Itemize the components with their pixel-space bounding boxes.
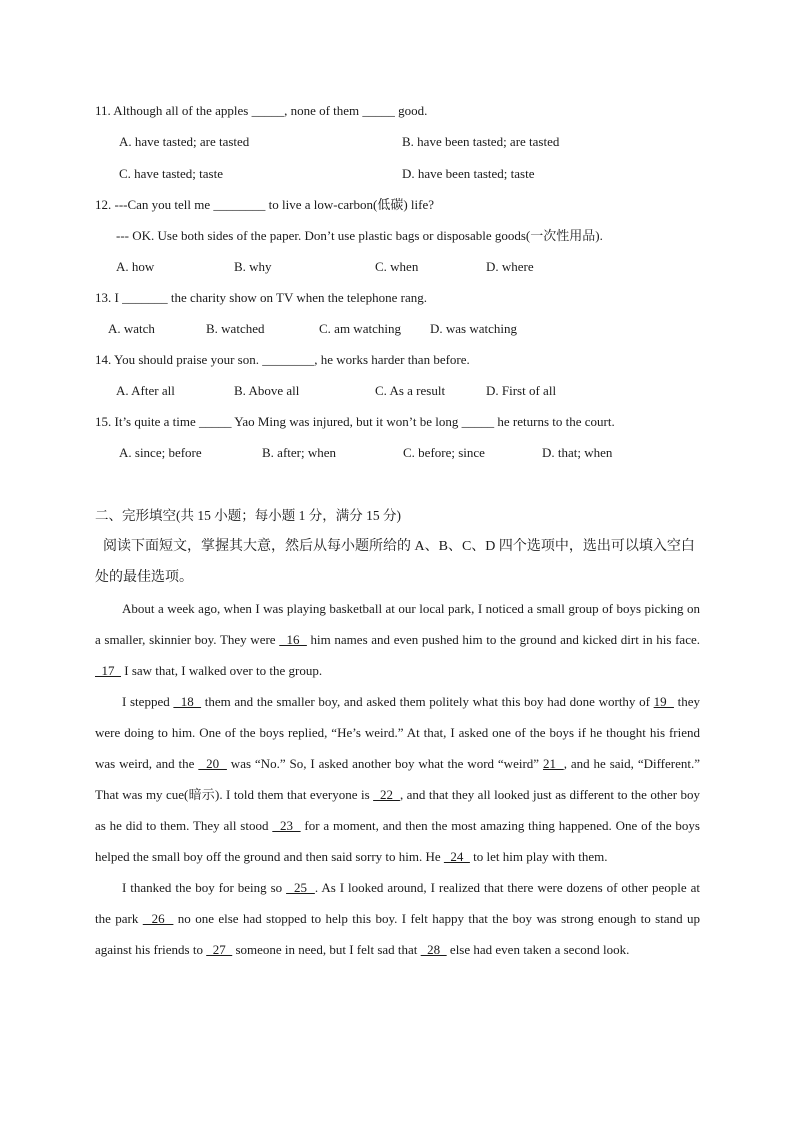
question-14-option-d: D. First of all: [486, 383, 557, 398]
question-13-option-c: C. am watching: [319, 321, 401, 336]
passage-text: they were doing to him. One of the boys replied, “He’s weird.” At that, I asked one of the boys if he thought his friend was weird, and the: [95, 694, 701, 771]
passage-text: someone in need, but I felt sad that: [232, 942, 421, 957]
cloze-blank: 23: [272, 818, 301, 833]
question-13-stem: 13. I _______ the charity show on TV when the telephone rang.: [95, 290, 428, 305]
passage-text: I stepped: [122, 694, 174, 709]
cloze-blank: 20: [198, 756, 227, 771]
question-15-stem: 15. It’s quite a time _____ Yao Ming was injured, but it won’t be long _____ he returns to the court.: [95, 414, 615, 429]
passage-text: to let him play with them.: [469, 849, 608, 864]
cloze-blank: 19: [653, 694, 674, 709]
passage-text: was “No.” So, I asked another boy what the word “weird”: [226, 756, 543, 771]
cloze-blank: 18: [173, 694, 202, 709]
question-11-option-a: A. have tasted; are tasted: [119, 134, 250, 149]
question-15-option-b: B. after; when: [262, 445, 337, 460]
passage-paragraph: [95, 686, 700, 872]
passage-text: I saw that, I walked over to the group.: [121, 663, 323, 678]
passage-paragraph: [95, 872, 700, 965]
question-11-option-c: C. have tasted; taste: [119, 166, 223, 181]
cloze-blank: 17: [95, 663, 121, 678]
question-12-option-b: B. why: [234, 259, 272, 274]
passage-text: About a week ago, when I was playing basketball at our local park, I noticed a small group of boys picking on a smaller, skinnier boy. They were: [95, 601, 700, 647]
question-11-stem: 11. Although all of the apples _____, none of them _____ good.: [95, 103, 428, 118]
cloze-blank: 27: [206, 942, 233, 957]
question-14-stem: 14. You should praise your son. ________, he works harder than before.: [95, 352, 470, 367]
cloze-blank: 28: [420, 942, 447, 957]
question-14-option-a: A. After all: [116, 383, 175, 398]
question-13-option-d: D. was watching: [430, 321, 518, 336]
question-12-option-a: A. how: [116, 259, 155, 274]
cloze-passage: [95, 593, 700, 965]
question-15-option-d: D. that; when: [542, 445, 613, 460]
passage-text: else had even taken a second look.: [446, 942, 630, 957]
cloze-blank: 21: [542, 756, 564, 771]
question-12-option-d: D. where: [486, 259, 534, 274]
passage-paragraph: [95, 593, 700, 686]
passage-text: . As I looked around, I realized that there were dozens of other people at the park: [95, 880, 700, 926]
cloze-blank: 16: [279, 632, 307, 647]
question-14-option-b: B. Above all: [234, 383, 300, 398]
question-14-option-c: C. As a result: [375, 383, 446, 398]
passage-text: I thanked the boy for being so: [122, 880, 287, 895]
passage-text: , and he said, “Different.” That was my cue(暗示). I told them that everyone is: [95, 756, 701, 802]
question-13-option-b: B. watched: [206, 321, 265, 336]
cloze-blank: 25: [286, 880, 315, 895]
section-2-heading: 二、完形填空(共 15 小题；每小题 1 分，满分 15 分): [95, 508, 401, 523]
question-12-stem: 12. ---Can you tell me ________ to live a low-carbon(低碳) life?: [95, 197, 434, 212]
question-13-option-a: A. watch: [108, 321, 155, 336]
question-11-option-d: D. have been tasted; taste: [402, 166, 535, 181]
question-15-option-a: A. since; before: [119, 445, 202, 460]
section-2-instruction: 阅读下面短文，掌握其大意，然后从每小题所给的 A、B、C、D 四个选项中，选出可以填入空白处的最佳选项。: [95, 539, 695, 585]
question-11-option-b: B. have been tasted; are tasted: [402, 134, 560, 149]
passage-text: , and that they all looked just as different to the other boy as he did to them. They all stood: [95, 787, 701, 833]
question-12-reply: --- OK. Use both sides of the paper. Don’t use plastic bags or disposable goods(一次性用品).: [116, 228, 603, 243]
passage-text: him names and even pushed him to the ground and kicked dirt in his face.: [306, 632, 700, 647]
question-12-option-c: C. when: [375, 259, 419, 274]
cloze-blank: 26: [142, 911, 174, 926]
cloze-blank: 22: [373, 787, 400, 802]
passage-text: for a moment, and then the most amazing thing happened. One of the boys helped the small boy off the ground and then said sorry to him. He: [95, 818, 700, 864]
question-15-option-c: C. before; since: [403, 445, 485, 460]
passage-text: no one else had stopped to help this boy. I felt happy that the boy was strong enough to stand up against his friends to: [95, 911, 700, 957]
cloze-blank: 24: [443, 849, 470, 864]
passage-text: them and the smaller boy, and asked them politely what this boy had done worthy of: [201, 694, 654, 709]
